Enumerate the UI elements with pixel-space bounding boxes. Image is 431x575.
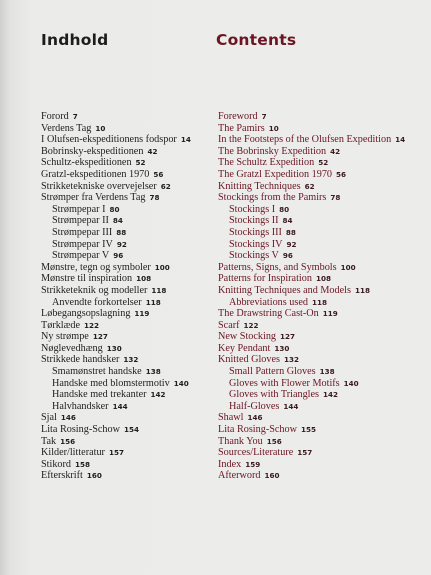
english-toc-entry: [218, 447, 426, 459]
english-entry-title: The Pamirs: [218, 122, 265, 134]
english-toc-entry: [218, 285, 426, 297]
english-entry-page-number: 96: [282, 251, 293, 261]
english-toc-entry: [218, 343, 426, 355]
danish-toc-entry: [41, 239, 213, 251]
danish-entry-page-number: 80: [109, 204, 120, 214]
danish-entry-page-number: 92: [116, 239, 127, 249]
danish-toc-entry: [41, 401, 213, 413]
danish-entry-title: Gratzl-ekspeditionen 1970: [41, 168, 150, 180]
danish-toc-entry: [41, 157, 213, 169]
english-entry-page-number: 127: [280, 332, 296, 342]
english-entry-title: Shawl: [218, 412, 244, 424]
english-entry-title: Patterns, Signs, and Symbols: [218, 261, 337, 273]
danish-entry-page-number: 56: [153, 169, 164, 179]
danish-entry-page-number: 122: [84, 320, 100, 330]
danish-entry-page-number: 88: [116, 227, 127, 237]
english-toc-entry: [218, 470, 426, 482]
danish-entry-title: Ny strømpe: [41, 331, 89, 343]
danish-toc-entry: [41, 308, 213, 320]
danish-entry-page-number: 127: [92, 332, 108, 342]
english-entry-title: Stockings I: [229, 203, 276, 215]
english-toc-entry: [218, 215, 426, 227]
danish-entry-title: Mønstre til inspiration: [41, 273, 133, 285]
english-entry-title: Knitted Gloves: [218, 354, 280, 366]
english-toc-entry: [218, 273, 426, 285]
english-entry-page-number: 155: [300, 425, 316, 435]
english-entry-title: Abbreviations used: [229, 296, 308, 308]
danish-toc-entry: [41, 146, 213, 158]
danish-entry-page-number: 132: [123, 355, 139, 365]
danish-toc-entry: [41, 470, 213, 482]
english-entry-title: In the Footsteps of the Olufsen Expedition: [218, 134, 392, 146]
english-entry-title: Gloves with Triangles: [229, 389, 319, 401]
danish-entry-title: Bobrinsky-ekspeditionen: [41, 145, 144, 157]
danish-entry-page-number: 10: [95, 123, 106, 133]
english-toc-entry: [218, 424, 426, 436]
english-entry-page-number: 80: [279, 204, 290, 214]
english-entry-title: Knitting Techniques: [218, 180, 301, 192]
english-toc-entry: [218, 378, 426, 390]
danish-toc-entry: [41, 436, 213, 448]
danish-toc-entry: [41, 366, 213, 378]
danish-entry-title: Nøglevedhæng: [41, 342, 103, 354]
danish-entry-title: Verdens Tag: [41, 122, 92, 134]
english-toc-entry: [218, 262, 426, 274]
danish-toc-entry: [41, 181, 213, 193]
english-toc-entry: [218, 157, 426, 169]
danish-entry-page-number: 160: [86, 471, 102, 481]
danish-entry-page-number: 146: [60, 413, 76, 423]
english-entry-page-number: 108: [315, 274, 331, 284]
danish-entry-title: Forord: [41, 111, 69, 122]
english-entry-page-number: 140: [343, 378, 359, 388]
english-entry-title: The Drawstring Cast-On: [218, 308, 319, 320]
danish-toc-entry: [41, 285, 213, 297]
english-entry-title: Foreword: [218, 111, 258, 122]
english-entry-page-number: 10: [268, 123, 279, 133]
english-toc-entry: [218, 192, 426, 204]
danish-entry-page-number: 108: [136, 274, 152, 284]
english-entry-page-number: 42: [330, 146, 341, 156]
english-entry-page-number: 159: [245, 459, 261, 469]
danish-entry-page-number: 158: [75, 459, 91, 469]
english-toc-entry: [218, 320, 426, 332]
english-entry-page-number: 156: [266, 436, 282, 446]
english-toc-entry: [218, 331, 426, 343]
english-toc-entry: [218, 227, 426, 239]
english-entry-page-number: 118: [311, 297, 327, 307]
english-entry-page-number: 142: [323, 390, 339, 400]
danish-entry-title: Strømper fra Verdens Tag: [41, 192, 146, 204]
english-entry-page-number: 14: [395, 135, 406, 145]
english-entry-title: Small Pattern Gloves: [229, 366, 316, 378]
danish-entry-page-number: 84: [112, 216, 123, 226]
danish-toc-entry: [41, 169, 213, 181]
english-entry-page-number: 92: [286, 239, 297, 249]
english-entry-title: Patterns for Inspiration: [218, 273, 312, 285]
danish-entry-title: Kilder/litteratur: [41, 447, 105, 459]
english-toc-entry: [218, 250, 426, 262]
danish-toc-entry: [41, 134, 213, 146]
danish-entry-title: Strikkede handsker: [41, 354, 120, 366]
english-entry-title: Index: [218, 458, 242, 470]
english-entry-page-number: 130: [274, 343, 290, 353]
danish-contents-heading: Indhold: [41, 31, 109, 49]
danish-toc-entry: [41, 123, 213, 135]
english-toc-entry: [218, 239, 426, 251]
danish-entry-page-number: 154: [123, 425, 139, 435]
danish-toc-entry: [41, 424, 213, 436]
danish-toc-entry: [41, 215, 213, 227]
danish-toc-entry: [41, 343, 213, 355]
danish-entry-title: Løbegangsopslagning: [41, 308, 131, 320]
danish-entry-title: Strømpepar I: [52, 203, 106, 215]
english-entry-page-number: 119: [322, 309, 338, 319]
danish-entry-title: Tørklæde: [41, 319, 81, 331]
danish-toc-entry: [41, 389, 213, 401]
danish-entry-title: Halvhandsker: [52, 400, 109, 412]
english-toc-entry: [218, 204, 426, 216]
danish-entry-page-number: 118: [151, 285, 167, 295]
danish-toc-entry: [41, 204, 213, 216]
danish-entry-title: Strømpepar II: [52, 215, 109, 227]
danish-toc-entry: [41, 378, 213, 390]
english-toc-entry: [218, 169, 426, 181]
danish-toc-entry: [41, 273, 213, 285]
english-entry-title: Gloves with Flower Motifs: [229, 377, 340, 389]
danish-toc-entry: [41, 447, 213, 459]
english-entry-page-number: 144: [283, 401, 299, 411]
danish-entry-title: Handske med blomstermotiv: [52, 377, 170, 389]
english-toc-entry: [218, 297, 426, 309]
danish-entry-title: Stikord: [41, 458, 72, 470]
danish-entry-title: Efterskrift: [41, 470, 83, 482]
danish-entry-page-number: 138: [145, 367, 161, 377]
danish-entry-title: Sjal: [41, 412, 57, 424]
english-toc-entry: [218, 181, 426, 193]
english-toc-entry: [218, 134, 426, 146]
danish-toc-entry: [41, 250, 213, 262]
danish-entry-title: Tak: [41, 435, 57, 447]
english-entry-page-number: 138: [319, 367, 335, 377]
danish-toc-entry: [41, 192, 213, 204]
english-entry-page-number: 88: [285, 227, 296, 237]
english-entry-title: Lita Rosing-Schow: [218, 424, 297, 436]
danish-entry-page-number: 7: [72, 112, 78, 121]
english-toc-entry: [218, 123, 426, 135]
english-entry-page-number: 52: [318, 158, 329, 168]
english-entry-title: The Gratzl Expedition 1970: [218, 168, 333, 180]
danish-entry-title: Strømpepar III: [52, 226, 113, 238]
danish-entry-page-number: 118: [145, 297, 161, 307]
english-entry-title: Stockings from the Pamirs: [218, 192, 327, 204]
danish-toc-entry: [41, 297, 213, 309]
danish-entry-title: Strømpepar V: [52, 250, 110, 262]
danish-entry-page-number: 14: [180, 135, 191, 145]
danish-toc-entry: [41, 111, 213, 123]
danish-entry-title: Strømpepar IV: [52, 238, 113, 250]
danish-entry-title: I Olufsen-ekspeditionens fodspor: [41, 134, 177, 146]
english-entry-title: The Bobrinsky Expedition: [218, 145, 327, 157]
danish-entry-page-number: 142: [150, 390, 166, 400]
english-toc-entry: [218, 146, 426, 158]
english-toc-list: [218, 111, 426, 482]
english-toc-entry: [218, 459, 426, 471]
english-toc-entry: [218, 436, 426, 448]
danish-entry-title: Smamønstret handske: [52, 366, 142, 378]
english-entry-page-number: 132: [283, 355, 299, 365]
english-entry-page-number: 100: [340, 262, 356, 272]
danish-entry-title: Strikketekniske overvejelser: [41, 180, 157, 192]
english-entry-page-number: 157: [297, 448, 313, 458]
danish-entry-page-number: 156: [60, 436, 76, 446]
danish-toc-entry: [41, 262, 213, 274]
english-entry-page-number: 160: [264, 471, 280, 481]
english-entry-page-number: 118: [354, 285, 370, 295]
english-entry-page-number: 78: [330, 193, 341, 203]
english-entry-title: Stockings IV: [229, 238, 283, 250]
danish-entry-page-number: 62: [160, 181, 171, 191]
danish-entry-page-number: 130: [106, 343, 122, 353]
english-toc-entry: [218, 366, 426, 378]
english-toc-entry: [218, 412, 426, 424]
danish-toc-entry: [41, 412, 213, 424]
english-entry-title: Scarf: [218, 319, 240, 331]
english-entry-title: Stockings II: [229, 215, 279, 227]
danish-entry-page-number: 157: [108, 448, 124, 458]
danish-toc-entry: [41, 320, 213, 332]
english-toc-entry: [218, 401, 426, 413]
danish-entry-title: Schultz-ekspeditionen: [41, 157, 132, 169]
english-contents-heading: Contents: [216, 31, 297, 49]
danish-entry-title: Anvendte forkortelser: [52, 296, 142, 308]
english-entry-page-number: 62: [304, 181, 315, 191]
english-entry-page-number: 146: [247, 413, 263, 423]
english-entry-page-number: 122: [243, 320, 259, 330]
english-entry-title: New Stocking: [218, 331, 277, 343]
english-entry-title: Half-Gloves: [229, 400, 280, 412]
english-entry-title: Stockings V: [229, 250, 279, 262]
danish-entry-page-number: 42: [147, 146, 158, 156]
danish-entry-page-number: 100: [154, 262, 170, 272]
danish-entry-page-number: 144: [112, 401, 128, 411]
english-toc-entry: [218, 308, 426, 320]
danish-entry-page-number: 96: [113, 251, 124, 261]
danish-entry-title: Strikketeknik og modeller: [41, 284, 148, 296]
english-entry-page-number: 56: [336, 169, 347, 179]
english-entry-title: Key Pendant: [218, 342, 271, 354]
danish-toc-entry: [41, 354, 213, 366]
danish-toc-entry: [41, 227, 213, 239]
danish-entry-title: Lita Rosing-Schow: [41, 424, 120, 436]
danish-entry-page-number: 140: [173, 378, 189, 388]
english-entry-title: Afterword: [218, 470, 261, 482]
english-entry-title: The Schultz Expedition: [218, 157, 315, 169]
danish-entry-title: Handske med trekanter: [52, 389, 147, 401]
danish-entry-page-number: 119: [134, 309, 150, 319]
danish-toc-list: [41, 111, 213, 482]
english-entry-title: Stockings III: [229, 226, 282, 238]
danish-entry-title: Mønstre, tegn og symboler: [41, 261, 151, 273]
danish-entry-page-number: 52: [135, 158, 146, 168]
danish-toc-entry: [41, 331, 213, 343]
english-entry-page-number: 84: [282, 216, 293, 226]
english-toc-entry: [218, 389, 426, 401]
english-toc-entry: [218, 354, 426, 366]
danish-entry-page-number: 78: [149, 193, 160, 203]
danish-toc-entry: [41, 459, 213, 471]
english-entry-title: Sources/Literature: [218, 447, 294, 459]
english-toc-entry: [218, 111, 426, 123]
english-entry-page-number: 7: [261, 112, 267, 121]
english-entry-title: Thank You: [218, 435, 263, 447]
english-entry-title: Knitting Techniques and Models: [218, 284, 351, 296]
